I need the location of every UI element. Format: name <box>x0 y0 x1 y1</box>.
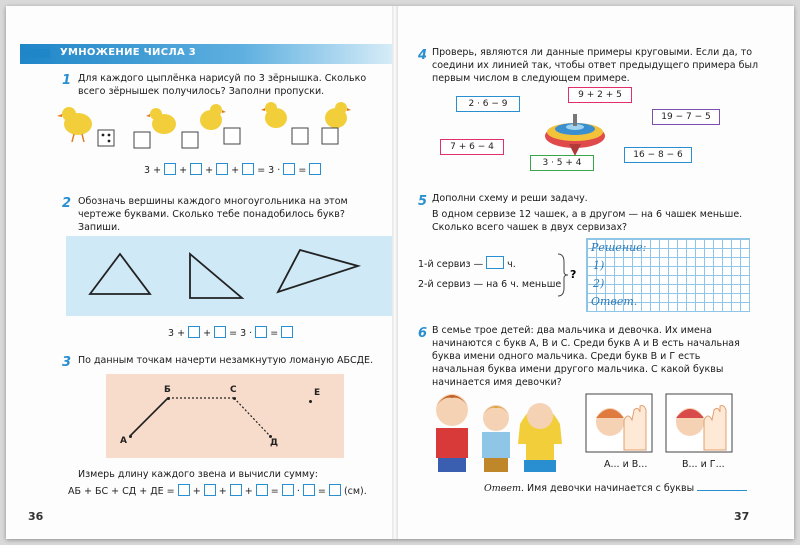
banner-title: УМНОЖЕНИЕ ЧИСЛА 3 <box>60 47 197 58</box>
example-chip[interactable]: 3 · 5 + 4 <box>530 155 594 171</box>
expr-part: = 3 · <box>229 328 253 339</box>
answer-box[interactable] <box>164 163 176 175</box>
answer-box[interactable] <box>204 484 216 496</box>
scheme-brace <box>556 252 570 298</box>
polygons-panel <box>66 236 392 316</box>
expr-part: + <box>179 165 188 176</box>
boy-icon <box>482 405 510 472</box>
expr-part: 3 + <box>168 328 186 339</box>
girl-icon <box>518 403 562 472</box>
point-label: Д <box>270 438 279 448</box>
answer-box[interactable] <box>283 163 295 175</box>
right-page <box>398 6 794 539</box>
solution-line: 2) <box>593 277 605 290</box>
open-workbook <box>6 6 794 539</box>
expr-part: = <box>270 486 279 497</box>
answer-box[interactable] <box>178 484 190 496</box>
solution-label: Решение: <box>591 241 647 254</box>
answer-box[interactable] <box>281 326 293 338</box>
section-banner <box>20 44 392 64</box>
point-label: Е <box>314 388 321 398</box>
task-number: 4 <box>418 48 428 63</box>
answer-box[interactable] <box>190 163 202 175</box>
point-label: С <box>230 385 237 395</box>
task-number: 2 <box>62 196 72 211</box>
chick-icon <box>325 102 351 128</box>
expr-part: · <box>296 486 300 497</box>
task-text: В семье трое детей: два мальчика и девочка. Их имена начинаются с букв А, В и С. Среди букв А и В есть начальная буква имени одного мальчика. Среди букв В и Г есть начальная буква имени другого мальчика. С какой буквы начинается имя девочки? <box>432 325 740 388</box>
task-number: 1 <box>62 73 72 88</box>
task1-expression <box>144 163 321 176</box>
answer-box[interactable] <box>230 484 242 496</box>
expr-part: + <box>218 486 227 497</box>
task-text: Проверь, являются ли данные примеры круговыми. Если да, то соедини их линией так, чтобы ответ предыдущего примера был первым числом в следующем примере. <box>432 47 759 84</box>
task-text: По данным точкам начерти незамкнутую ломаную АБСДЕ. <box>78 355 374 366</box>
page-number: 37 <box>734 510 750 523</box>
answer-line <box>484 482 747 495</box>
point-label: А <box>120 436 127 446</box>
hint-label: А... и В... <box>604 459 648 470</box>
point-label: Б <box>164 385 171 395</box>
expr-part: = 3 · <box>257 165 281 176</box>
answer-box[interactable] <box>242 163 254 175</box>
task-number: 5 <box>418 194 428 209</box>
page-number: 36 <box>28 510 44 523</box>
banner-tick <box>20 49 50 58</box>
hint-label: В... и Г... <box>682 459 725 470</box>
photo-card-2 <box>664 392 734 454</box>
answer-box[interactable] <box>188 326 200 338</box>
task-text: Дополни схему и реши задачу. <box>432 193 588 204</box>
answer-label: Ответ. <box>484 483 524 494</box>
spinning-top-icon <box>540 110 610 158</box>
expr-part: АБ + БС + СД + ДЕ = <box>68 486 175 497</box>
expr-part: + <box>205 165 214 176</box>
children-illustration <box>426 384 576 474</box>
measure-text: Измерь длину каждого звена и вычисли сумму: <box>78 469 318 480</box>
task2-expression <box>168 326 293 339</box>
scheme-row-1: 1-й сервиз — ч. <box>418 256 516 271</box>
task-number: 6 <box>418 326 428 341</box>
answer-label: Ответ. <box>591 295 638 308</box>
expr-part: = <box>270 328 279 339</box>
boy-icon <box>436 394 468 472</box>
chick-icon <box>146 108 176 134</box>
chick-icon <box>57 107 92 142</box>
expr-part: (см). <box>343 486 367 497</box>
solution-grid[interactable] <box>586 238 750 312</box>
solution-line: 1) <box>593 259 605 272</box>
question-mark: ? <box>570 268 577 281</box>
scheme-row-2: 2-й сервиз — на 6 ч. меньше <box>418 279 562 290</box>
problem-text: В одном сервизе 12 чашек, а в другом — на 6 чашек меньше. Сколько всего чашек в двух сервизах? <box>432 209 743 233</box>
expr-part: + <box>203 328 212 339</box>
example-chip[interactable]: 7 + 6 − 4 <box>440 139 504 155</box>
sum-expression <box>68 484 367 497</box>
points-panel <box>106 374 344 458</box>
task-text: Обозначь вершины каждого многоугольника на этом чертеже буквами. Сколько тебе понадобилось букв? Запиши. <box>78 196 348 233</box>
chick-icon <box>261 102 287 128</box>
chicks-row <box>6 98 392 150</box>
answer-blank[interactable] <box>697 490 747 491</box>
answer-text: Имя девочки начинается с буквы <box>527 483 695 494</box>
example-chip[interactable]: 19 − 7 − 5 <box>652 109 720 125</box>
answer-box[interactable] <box>486 256 504 269</box>
example-chip[interactable]: 2 · 6 − 9 <box>456 96 520 112</box>
expr-part: + <box>244 486 253 497</box>
expr-part: = <box>298 165 307 176</box>
task-text: Для каждого цыплёнка нарисуй по 3 зёрнышка. Сколько всего зёрнышек получилось? Заполни пропуски. <box>78 73 367 97</box>
example-chip[interactable]: 9 + 2 + 5 <box>568 87 632 103</box>
answer-box[interactable] <box>216 163 228 175</box>
expr-part: 3 + <box>144 165 162 176</box>
photo-card-1 <box>584 392 654 454</box>
expr-part: + <box>192 486 201 497</box>
answer-box[interactable] <box>255 326 267 338</box>
dice-box <box>98 130 114 146</box>
answer-box[interactable] <box>256 484 268 496</box>
answer-box[interactable] <box>282 484 294 496</box>
left-page <box>6 6 392 539</box>
answer-box[interactable] <box>309 163 321 175</box>
answer-box[interactable] <box>303 484 315 496</box>
chick-icon <box>200 104 226 130</box>
expr-part: + <box>231 165 240 176</box>
example-chip[interactable]: 16 − 8 − 6 <box>624 147 692 163</box>
answer-box[interactable] <box>214 326 226 338</box>
task-number: 3 <box>62 355 72 370</box>
expr-part: = <box>317 486 326 497</box>
answer-box[interactable] <box>329 484 341 496</box>
